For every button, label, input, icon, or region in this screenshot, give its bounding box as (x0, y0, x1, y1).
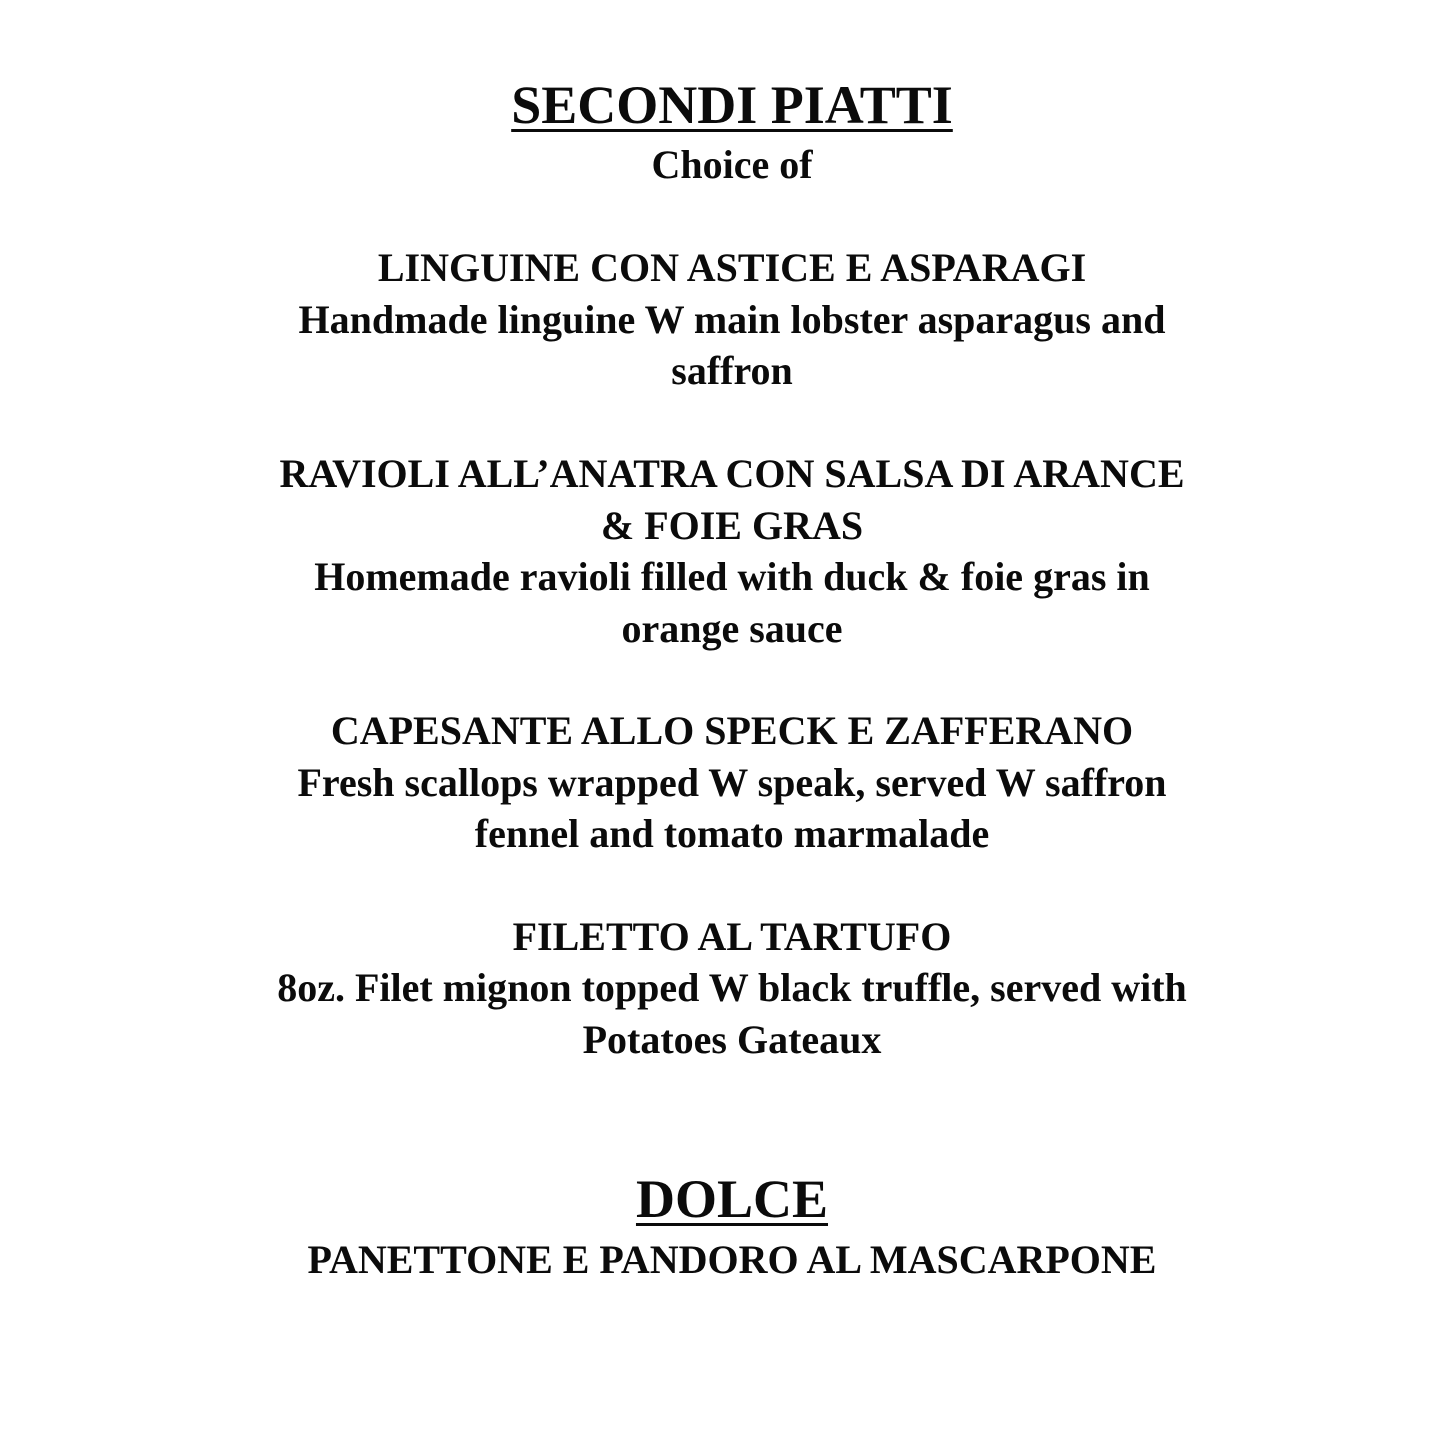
dish-description: orange sauce (621, 606, 843, 651)
secondi-heading: SECONDI PIATTI (511, 75, 953, 135)
dish-description: saffron (671, 348, 793, 393)
dish-description: fennel and tomato marmalade (474, 811, 990, 856)
dish-name: LINGUINE CON ASTICE E ASPARAGI (377, 245, 1087, 290)
dish-description: Homemade ravioli filled with duck & foie gras in (314, 554, 1150, 599)
dolce-heading: DOLCE (635, 1169, 829, 1229)
dish-name: & FOIE GRAS (600, 503, 864, 548)
dish-description: 8oz. Filet mignon topped W black truffle, served with (277, 965, 1187, 1010)
dish-name: FILETTO AL TARTUFO (512, 914, 952, 959)
dish-description: Fresh scallops wrapped W speak, served W saffron (297, 760, 1167, 805)
dish-name: RAVIOLI ALL’ANATRA CON SALSA DI ARANCE (279, 451, 1185, 496)
dish-description: Handmade linguine W main lobster asparagus and (298, 297, 1166, 342)
dolce-item: PANETTONE E PANDORO AL MASCARPONE (307, 1237, 1157, 1282)
dish-description: Potatoes Gateaux (582, 1017, 882, 1062)
choice-of-subheading: Choice of (651, 142, 813, 187)
dish-name: CAPESANTE ALLO SPECK E ZAFFERANO (330, 708, 1134, 753)
